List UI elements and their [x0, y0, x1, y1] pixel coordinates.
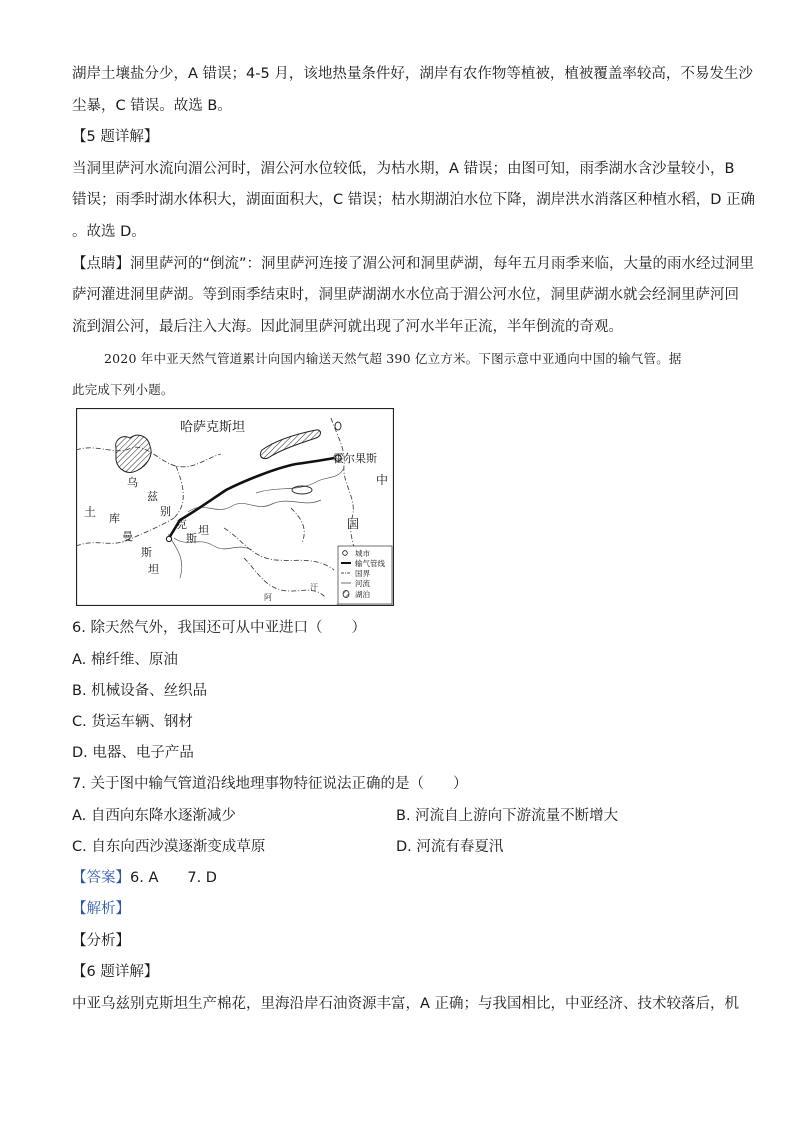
- paragraph-line: 萨河灌进洞里萨湖。等到雨季结束时，洞里萨湖湖水水位高于湄公河水位，洞里萨湖水就会经洞里萨河回: [72, 287, 739, 303]
- map-label-uzbekistan: 坦: [198, 524, 209, 537]
- section-heading: 【5 题详解】: [72, 129, 159, 145]
- question-intro: 2020 年中亚天然气管道累计向国内输送天然气超 390 亿立方米。下图示意中亚通向中国的输气管。据: [104, 351, 682, 366]
- map-label-uzbekistan: 乌: [127, 476, 138, 489]
- paragraph-line: 中亚乌兹别克斯坦生产棉花，里海沿岸石油资源丰富，A 正确；与我国相比，中亚经济、技术较落后，机: [72, 996, 740, 1012]
- map-label-kazakhstan: 哈萨克斯坦: [180, 420, 246, 435]
- option-b: B. 机械设备、丝织品: [72, 683, 208, 699]
- map-label-uzbekistan: 别: [160, 505, 171, 518]
- option-b: B. 河流自上游向下游流量不断增大: [396, 808, 619, 824]
- pipeline-map: [76, 408, 394, 606]
- analysis-heading: 【解析】: [72, 901, 130, 917]
- map-label-khorgos: 霍尔果斯: [333, 452, 377, 465]
- paragraph-line: 湖岸土壤盐分少，A 错误；4-5 月，该地热量条件好，湖岸有农作物等植被，植被覆盖率较高，不易发生沙: [72, 66, 753, 82]
- option-a: A. 棉纤维、原油: [72, 652, 178, 668]
- analysis-subheading: 【分析】: [72, 933, 130, 949]
- answer-row: [72, 868, 217, 888]
- map-label-small: 阿: [264, 593, 272, 602]
- map-label-turkmenistan: 曼: [122, 530, 133, 543]
- paragraph-line: 当洞里萨河水流向湄公河时，湄公河水位较低，为枯水期，A 错误；由图可知，雨季湖水含沙量较小，B: [72, 161, 735, 177]
- section-heading: 【6 题详解】: [72, 964, 159, 980]
- legend-label: 输气管线: [355, 559, 385, 568]
- map-label-china: 中: [376, 473, 389, 487]
- question-stem: 7. 关于图中输气管道沿线地理事物特征说法正确的是（ ）: [72, 776, 468, 792]
- map-label-uzbekistan: 斯: [186, 532, 197, 545]
- answer-label: 【答案】: [72, 870, 130, 886]
- legend-label: 城市: [355, 549, 370, 558]
- map-label-small: 汗: [310, 583, 318, 592]
- answer-value: 6. A 7. D: [130, 870, 217, 886]
- map-label-turkmenistan: 斯: [141, 546, 152, 559]
- paragraph-line: 【点睛】洞里萨河的“倒流”：洞里萨河连接了湄公河和洞里萨湖，每年五月雨季来临，大量的雨水经过洞里: [72, 256, 755, 272]
- option-d: D. 电器、电子产品: [72, 745, 194, 761]
- paragraph-line: 。故选 D。: [72, 224, 146, 240]
- map-label-turkmenistan: 坦: [148, 563, 159, 576]
- option-c: C. 自东向西沙漠逐渐变成草原: [72, 839, 266, 855]
- paragraph-line: 尘暴，C 错误。故选 B。: [72, 98, 232, 114]
- question-stem: 6. 除天然气外，我国还可从中亚进口（ ）: [72, 620, 366, 636]
- legend-label: 河流: [355, 579, 370, 588]
- option-c: C. 货运车辆、钢材: [72, 714, 193, 730]
- legend-lake-icon: [343, 591, 349, 598]
- paragraph-line: 错误；雨季时湖水体积大，湖面面积大，C 错误；枯水期湖泊水位下降，湖岸洪水消落区种植水稻，D 正确: [72, 192, 756, 208]
- option-d: D. 河流有春夏汛: [396, 839, 504, 855]
- legend-city-icon: [343, 551, 348, 556]
- legend-label: 湖泊: [355, 590, 370, 599]
- map-label-turkmenistan: 库: [109, 512, 120, 525]
- map-label-uzbekistan: 克: [176, 518, 187, 531]
- legend-label: 国界: [355, 569, 370, 578]
- map-label-turkmenistan: 土: [84, 505, 97, 519]
- map-legend: [338, 546, 392, 604]
- map-label-uzbekistan: 兹: [147, 490, 158, 503]
- option-a: A. 自西向东降水逐渐减少: [72, 808, 236, 824]
- question-intro: 此完成下列小题。: [72, 382, 174, 397]
- map-label-china: 国: [347, 517, 360, 531]
- paragraph-line: 流到湄公河，最后注入大海。因此洞里萨河就出现了河水半年正流，半年倒流的奇观。: [72, 319, 623, 335]
